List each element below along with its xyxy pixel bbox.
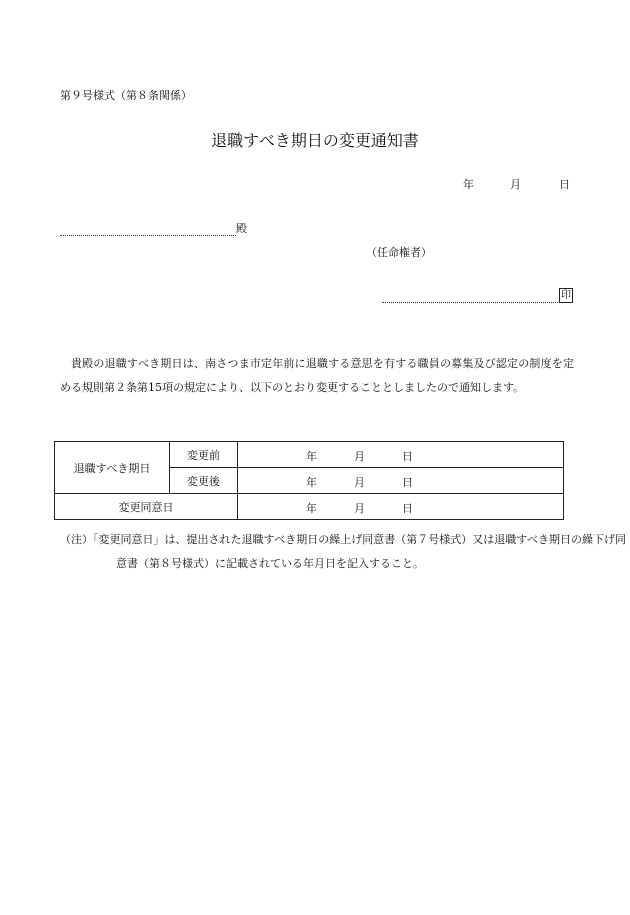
before-label: 変更前 [170, 442, 238, 468]
issue-date-year: 年 [463, 178, 474, 191]
table-row [55, 442, 564, 468]
addressee-blank [60, 223, 236, 236]
date-month: 月 [354, 502, 365, 515]
appointer-label: （任命権者） [366, 246, 432, 259]
footnote: （注）「変更同意日」は、提出された退職すべき期日の繰上げ同意書（第７号様式）又は退職すべき期日の繰下げ同意書（第８号様式）に記載されている年月日を記入すること。 [60, 533, 627, 570]
addressee-suffix: 殿 [236, 222, 247, 235]
page-title: 退職すべき期日の変更通知書 [211, 131, 419, 150]
signature-blank [382, 290, 558, 303]
consent-date-cell [238, 494, 564, 520]
issue-date-month: 月 [510, 178, 521, 191]
addressee-line [60, 220, 247, 236]
date-day: 日 [402, 450, 413, 463]
date-year: 年 [306, 502, 317, 515]
after-label: 変更後 [170, 468, 238, 494]
table-row [55, 494, 564, 520]
date-month: 月 [354, 450, 365, 463]
date-change-table [54, 441, 564, 520]
issue-date [463, 176, 570, 192]
date-year: 年 [306, 476, 317, 489]
before-date-cell [238, 442, 564, 468]
row-group-label: 退職すべき期日 [55, 442, 170, 494]
appointer-signature-line [382, 288, 573, 303]
date-month: 月 [354, 476, 365, 489]
date-day: 日 [402, 476, 413, 489]
issue-date-day: 日 [559, 178, 570, 191]
date-day: 日 [402, 502, 413, 515]
date-year: 年 [306, 450, 317, 463]
after-date-cell [238, 468, 564, 494]
notice-body: 貴殿の退職すべき期日は、南さつま市定年前に退職する意思を有する職員の募集及び認定の制度を定める規則第２条第15項の規定により、以下のとおり変更することとしましたので通知します。 [60, 357, 574, 394]
seal-mark: 印 [561, 290, 571, 301]
consent-date-label: 変更同意日 [55, 494, 238, 520]
form-number: 第９号様式（第８条関係） [60, 89, 192, 102]
